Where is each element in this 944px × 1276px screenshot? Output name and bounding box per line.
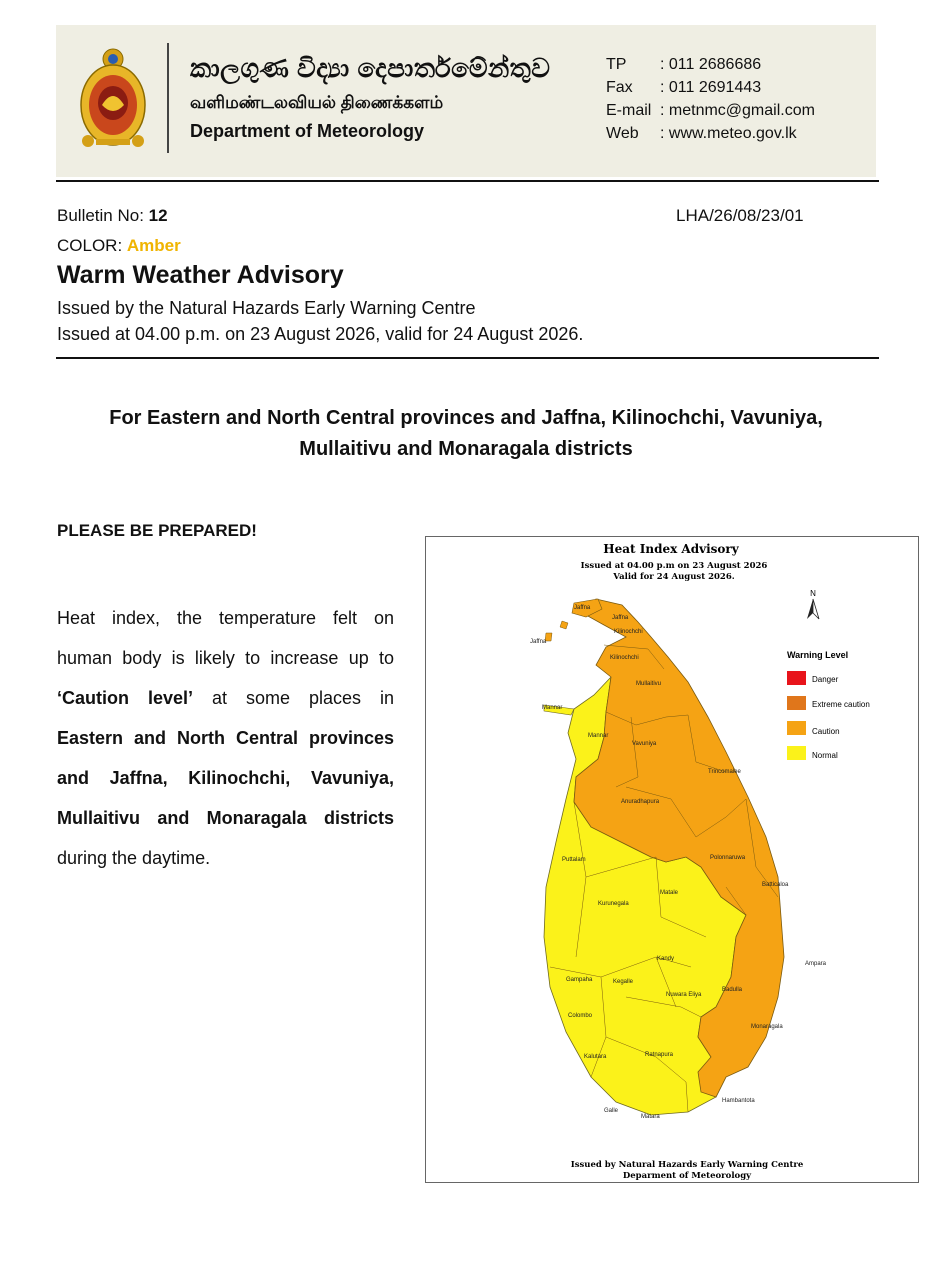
- contact-row: Web : www.meteo.gov.lk: [606, 125, 797, 142]
- header-divider: [167, 43, 169, 153]
- district-label-jaffna: Jaffna: [574, 605, 591, 611]
- bulletin-number: Bulletin No: 12: [57, 206, 168, 225]
- bulletin-color: COLOR: Amber: [57, 236, 181, 255]
- district-label-polonnaruwa: Polonnaruwa: [710, 855, 746, 861]
- district-label-kurunegala: Kurunegala: [598, 901, 629, 907]
- district-label-mannar: Mannar: [588, 733, 609, 739]
- region-heading: For Eastern and North Central provinces and Jaffna, Kilinochchi, Vavuniya, Mullaitivu and Monaragala districts: [109, 407, 823, 460]
- bottom-rule: [56, 357, 879, 359]
- district-label-hambantota: Hambantota: [722, 1098, 755, 1104]
- district-label-jaffna-east: Jaffna: [612, 615, 629, 621]
- district-label-jaffna-islet: Jaffna: [530, 639, 547, 645]
- district-label-nuwara-eliya: Nuwara Eliya: [666, 992, 702, 998]
- map-title: Heat Index Advisory: [603, 542, 739, 556]
- district-label-badulla: Badulla: [722, 987, 743, 993]
- legend-swatch-extreme-caution: [787, 696, 806, 710]
- map-footer-department: Deparment of Meteorology: [622, 1171, 752, 1181]
- map-subtitle-issued: Issued at 04.00 p.m on 23 August 2026: [580, 561, 768, 571]
- department-title-sinhala: කාලගුණ විද්‍යා දෙපාර්තමේන්තුව: [190, 53, 551, 83]
- district-label-vavuniya: Vavuniya: [632, 741, 657, 747]
- district-label-mullaitivu: Mullaitivu: [636, 681, 662, 687]
- district-label-gampaha: Gampaha: [566, 977, 593, 983]
- legend-swatch-normal: [787, 746, 806, 760]
- district-label-ampara: Ampara: [805, 961, 827, 967]
- department-title-english: Department of Meteorology: [190, 121, 425, 141]
- svg-text:N: N: [810, 589, 816, 598]
- sri-lanka-emblem-icon: [78, 43, 148, 151]
- bulletin-reference: LHA/26/08/23/01: [676, 206, 804, 225]
- issued-by: Issued by the Natural Hazards Early Warning Centre: [57, 298, 476, 318]
- district-label-monaragala: Monaragala: [751, 1024, 783, 1030]
- map-legend: [787, 650, 870, 760]
- district-label-colombo: Colombo: [568, 1013, 593, 1019]
- map-footer-issuer: Issued by Natural Hazards Early Warning Centre: [570, 1160, 804, 1170]
- advisory-body: Heat index, the temperature felt on human body is likely to increase up to ‘Caution level’ at some places in Eastern and North Central provinces and Jaffna, Kilinochchi, Vavuniya, Mullaitivu and Monaragala districts during the daytime.: [57, 608, 395, 868]
- contact-row: E-mail : metnmc@gmail.com: [606, 102, 815, 119]
- legend-swatch-caution: [787, 721, 806, 735]
- issued-at: Issued at 04.00 p.m. on 23 August 2026, valid for 24 August 2026.: [57, 324, 584, 344]
- map-canvas: [426, 537, 918, 1182]
- north-arrow-icon: [807, 589, 819, 619]
- top-rule: [56, 180, 879, 182]
- district-label-kandy: Kandy: [657, 956, 675, 962]
- map-subtitle-valid: Valid for 24 August 2026.: [613, 572, 735, 582]
- district-label-matale: Matale: [660, 890, 679, 896]
- district-label-puttalam: Puttalam: [562, 857, 586, 863]
- district-label-batticaloa: Batticaloa: [762, 882, 789, 888]
- legend-label-normal: Normal: [812, 751, 838, 760]
- district-label-anuradhapura: Anuradhapura: [621, 799, 660, 805]
- district-label-mannar-island: Mannar: [542, 705, 563, 711]
- district-label-galle: Galle: [604, 1108, 619, 1114]
- legend-title: Warning Level: [787, 650, 849, 660]
- district-label-kilinochchi: Kilinochchi: [610, 655, 639, 661]
- district-label-kalutara: Kalutara: [584, 1054, 607, 1060]
- map-jaffna-islet: [560, 621, 568, 629]
- advisory-title: Warm Weather Advisory: [57, 261, 344, 289]
- legend-label-danger: Danger: [812, 675, 839, 684]
- legend-label-extreme-caution: Extreme caution: [812, 700, 870, 709]
- legend-swatch-danger: [787, 671, 806, 685]
- district-label-trincomalee: Trincomalee: [708, 769, 741, 775]
- district-label-kilinochchi-north: Kilinochchi: [614, 629, 643, 635]
- contact-block: [606, 53, 815, 145]
- district-label-matara: Matara: [641, 1114, 660, 1120]
- legend-label-caution: Caution: [812, 727, 840, 736]
- heat-index-map: [425, 536, 919, 1183]
- letterhead: [56, 25, 876, 177]
- contact-row: TP : 011 2686686: [606, 56, 762, 73]
- district-label-kegalle: Kegalle: [613, 979, 634, 985]
- contact-row: Fax : 011 2691443: [606, 79, 762, 96]
- department-title-tamil: வளிமண்டலவியல் திணைக்களம்: [190, 93, 444, 112]
- prepare-notice: PLEASE BE PREPARED!: [57, 521, 257, 540]
- district-label-ratnapura: Ratnapura: [645, 1052, 674, 1058]
